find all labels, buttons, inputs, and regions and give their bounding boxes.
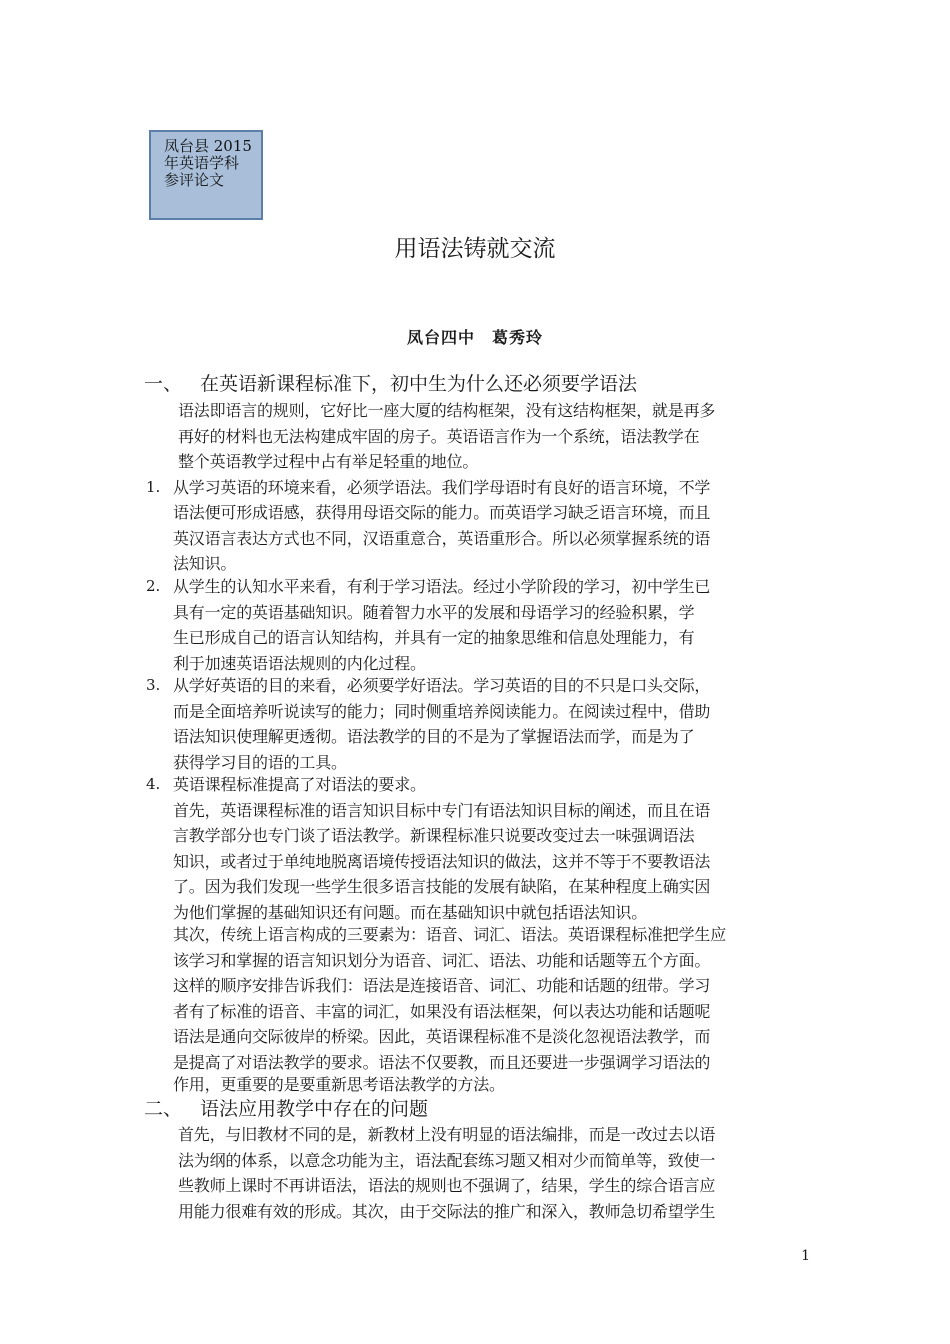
section-heading	[144, 1096, 428, 1122]
paragraph-line: 语法是通向交际彼岸的桥梁。因此，英语课程标准不是淡化忽视语法教学，而	[173, 1027, 711, 1046]
paragraph-line: 语法便可形成语感，获得用母语交际的能力。而英语学习缺乏语言环境，而且	[173, 503, 711, 522]
list-marker: 2.	[146, 577, 161, 595]
section-number: 一、	[144, 373, 183, 395]
paragraph-line: 言教学部分也专门谈了语法教学。新课程标准只说要改变过去一味强调语法	[173, 826, 695, 845]
paragraph-line: 从学好英语的目的来看，必须要学好语法。学习英语的目的不只是口头交际，	[173, 676, 711, 695]
paragraph-line: 英语课程标准提高了对语法的要求。	[173, 775, 426, 794]
contest-label-line: 参评论文	[164, 171, 225, 189]
list-marker: 3.	[146, 676, 161, 694]
section-number: 二、	[144, 1098, 183, 1120]
paragraph-line: 该学习和掌握的语言知识划分为语音、词汇、语法、功能和话题等五个方面。	[173, 950, 711, 970]
paragraph-line: 从学习英语的环境来看，必须学语法。我们学母语时有良好的语言环境，不学	[173, 477, 711, 497]
section-title: 在英语新课程标准下，初中生为什么还必须要学语法	[200, 373, 638, 395]
paragraph-line: 法知识。	[173, 554, 237, 573]
paragraph-line: 生已形成自己的语言认知结构，并具有一定的抽象思维和信息处理能力，有	[173, 628, 695, 647]
paragraph-line: 这样的顺序安排告诉我们：语法是连接语音、词汇、功能和话题的纽带。学习	[173, 976, 711, 995]
list-marker: 1.	[146, 477, 161, 496]
paragraph-line: 首先，英语课程标准的语言知识目标中专门有语法知识目标的阐述，而且在语	[173, 800, 711, 820]
paragraph-line: 整个英语教学过程中占有举足轻重的地位。	[178, 452, 479, 471]
paragraph-line: 作用，更重要的是要重新思考语法教学的方法。	[173, 1075, 505, 1094]
contest-label-line: 年英语学科	[164, 154, 240, 172]
contest-label-line: 凤台县 2015	[164, 137, 252, 155]
paragraph-line: 再好的材料也无法构建成牢固的房子。英语语言作为一个系统，语法教学在	[178, 426, 700, 446]
paragraph-line: 获得学习目的语的工具。	[173, 752, 347, 772]
paragraph-line: 具有一定的英语基础知识。随着智力水平的发展和母语学习的经验积累，学	[173, 602, 695, 622]
paragraph-line: 其次，传统上语言构成的三要素为：语音、词汇、语法。英语课程标准把学生应	[173, 925, 727, 944]
page-number: 1	[801, 1248, 810, 1264]
paragraph-line: 知识，或者过于单纯地脱离语境传授语法知识的做法，这并不等于不要教语法	[173, 851, 711, 871]
paragraph-line: 法为纲的体系，以意念功能为主，语法配套练习题又相对少而简单等，致使一	[178, 1150, 716, 1170]
paragraph-line: 是提高了对语法教学的要求。语法不仅要教，而且还要进一步强调学习语法的	[173, 1052, 711, 1072]
paragraph-line: 利于加速英语语法规则的内化过程。	[173, 653, 426, 673]
paragraph-line: 为他们掌握的基础知识还有问题。而在基础知识中就包括语法知识。	[173, 902, 648, 922]
paragraph-line: 首先，与旧教材不同的是，新教材上没有明显的语法编排，而是一改过去以语	[178, 1125, 716, 1144]
section-heading	[144, 371, 637, 397]
paragraph-line: 而是全面培养听说读写的能力；同时侧重培养阅读能力。在阅读过程中，借助	[173, 701, 711, 721]
paragraph-line: 英汉语言表达方式也不同，汉语重意合，英语重形合。所以必须掌握系统的语	[173, 528, 711, 548]
paragraph-line: 语法知识使理解更透彻。语法教学的目的不是为了掌握语法而学，而是为了	[173, 727, 695, 746]
paragraph-line: 语法即语言的规则，它好比一座大厦的结构框架，没有这结构框架，就是再多	[178, 401, 716, 420]
paragraph-line: 用能力很难有效的形成。其次，由于交际法的推广和深入，教师急切希望学生	[178, 1201, 716, 1221]
paragraph-line: 了。因为我们发现一些学生很多语言技能的发展有缺陷，在某种程度上确实因	[173, 877, 711, 896]
paragraph-line: 从学生的认知水平来看，有利于学习语法。经过小学阶段的学习，初中学生已	[173, 577, 711, 596]
paragraph-line: 些教师上课时不再讲语法，语法的规则也不强调了，结果，学生的综合语言应	[178, 1176, 716, 1195]
list-marker: 4.	[146, 775, 161, 793]
document-title: 用语法铸就交流	[394, 236, 556, 262]
paragraph-line: 者有了标准的语音、丰富的词汇，如果没有语法框架，何以表达功能和话题呢	[173, 1001, 711, 1021]
section-title: 语法应用教学中存在的问题	[200, 1098, 429, 1120]
contest-label-box	[149, 130, 263, 220]
author-line: 凤台四中 葛秀玲	[406, 328, 543, 347]
